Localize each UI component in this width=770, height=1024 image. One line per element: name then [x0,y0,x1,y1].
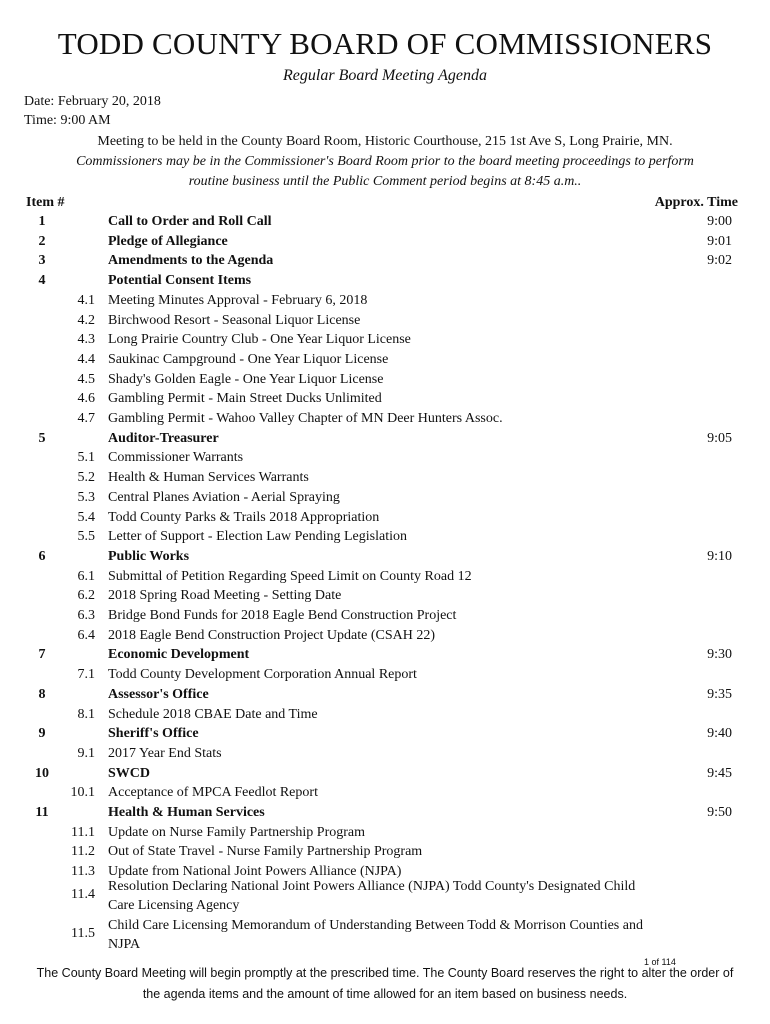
commissioner-note-line2: routine business until the Public Comment period begins at 8:45 a.m.. [188,174,582,189]
agenda-section-title: Public Works [108,548,190,564]
agenda-subitem-title: Schedule 2018 CBAE Date and Time [108,706,318,722]
agenda-subitem-title: Saukinac Campground - One Year Liquor License [108,351,389,367]
agenda-item-time: 9:05 [707,430,732,446]
agenda-section-title: Amendments to the Agenda [108,253,274,269]
footer-line1: The County Board Meeting will begin promptly at the prescribed time. The County Board reserves the right to alter the order of [36,966,734,980]
column-header-item: Item # [26,195,65,210]
agenda-subitem-title-line1: Resolution Declaring National Joint Powers Alliance (NJPA) Todd County's Designated Child [108,878,636,894]
agenda-subitem-title: 2017 Year End Stats [108,745,222,761]
agenda-subitem-row [0,569,770,589]
agenda-subitem-row [0,746,770,766]
column-header-time: Approx. Time [654,195,738,210]
agenda-subitem-row [0,470,770,490]
agenda-subitem-number: 5.4 [77,509,95,525]
agenda-subitem-number: 4.6 [77,391,95,407]
agenda-subitem-number: 7.1 [77,667,95,683]
agenda-subitem-row [0,450,770,470]
agenda-subitem-number: 8.1 [77,706,95,722]
agenda-subitem-row [0,510,770,530]
agenda-subitem-row [0,411,770,431]
agenda-section-row [0,234,770,254]
agenda-item-number: 2 [38,233,46,249]
agenda-subitem-row [0,628,770,648]
agenda-item-number: 6 [38,548,46,564]
commissioner-note-line1: Commissioners may be in the Commissioner's Board Room prior to the board meeting proceedings to perform [76,154,694,169]
agenda-subitem-number: 9.1 [77,745,95,761]
agenda-subitem-number: 4.7 [77,411,95,426]
agenda-subitem-row [0,785,770,805]
agenda-subitem-number: 6.3 [77,608,95,623]
agenda-subitem-title: Out of State Travel - Nurse Family Partnership Program [108,844,423,860]
agenda-subitem-title [108,877,635,916]
agenda-subitem-title: Birchwood Resort - Seasonal Liquor License [108,312,361,328]
agenda-section-row [0,726,770,746]
agenda-section-row [0,253,770,273]
agenda-section-title: Assessor's Office [108,686,209,702]
agenda-section-row [0,687,770,707]
agenda-subitem-row [0,916,770,956]
agenda-subitem-number: 4.4 [77,351,95,367]
agenda-subitem-title: 2018 Spring Road Meeting - Setting Date [108,588,342,604]
agenda-subitem-number: 11.3 [71,864,95,880]
agenda-subitem-row [0,293,770,313]
agenda-subitem-row [0,667,770,687]
agenda-section-title: SWCD [108,765,151,781]
agenda-item-number: 3 [38,253,46,269]
agenda-subitem-number: 6.4 [77,627,95,643]
agenda-subitem-title: Todd County Parks & Trails 2018 Appropriation [108,509,380,525]
footer-line2: the agenda items and the amount of time allowed for an item based on business needs. [142,987,628,1001]
agenda-item-time: 9:30 [707,647,732,663]
agenda-subitem-row [0,313,770,333]
agenda-item-number: 5 [38,430,46,446]
agenda-item-time: 9:45 [707,765,732,781]
agenda-item-time: 9:40 [707,726,732,742]
agenda-subitem-title: Gambling Permit - Wahoo Valley Chapter of MN Deer Hunters Assoc. [108,411,503,426]
agenda-subitem-title: Letter of Support - Election Law Pending Legislation [108,529,407,545]
agenda-subitem-number: 10.1 [70,785,95,801]
agenda-subitem-title: Shady's Golden Eagle - One Year Liquor License [108,371,384,387]
agenda-subitem-row [0,825,770,845]
agenda-item-time: 9:02 [707,253,732,269]
agenda-subitem-number: 4.5 [77,371,95,387]
agenda-subitem-title-line1: Child Care Licensing Memorandum of Understanding Between Todd & Morrison Counties and [108,917,643,933]
agenda-section-row [0,273,770,293]
agenda-section-title: Potential Consent Items [108,273,252,289]
agenda-section-row [0,431,770,451]
agenda-subitem-number: 6.1 [77,568,95,584]
agenda-item-number: 8 [38,686,46,702]
agenda-section-title: Sheriff's Office [108,726,199,742]
agenda-subitem-number: 4.1 [77,292,95,308]
agenda-item-number: 7 [38,647,46,663]
agenda-section-title: Call to Order and Roll Call [108,214,272,229]
agenda-subitem-title [108,916,643,955]
agenda-subitem-row [0,877,770,917]
agenda-item-number: 9 [38,726,46,742]
agenda-subitem-title: 2018 Eagle Bend Construction Project Update (CSAH 22) [108,627,436,643]
footer-note [0,963,770,1005]
agenda-subitem-number: 11.2 [71,844,95,860]
agenda-section-row [0,805,770,825]
agenda-subitem-title: Central Planes Aviation - Aerial Spraying [108,489,340,505]
agenda-subitem-number: 5.1 [77,450,95,466]
agenda-subitem-number: 11.4 [71,886,95,902]
agenda-subitem-title: Meeting Minutes Approval - February 6, 2018 [108,292,368,308]
agenda-item-number: 11 [35,805,49,820]
agenda-section-row [0,214,770,234]
agenda-subitem-title: Update on Nurse Family Partnership Program [108,824,366,840]
agenda-section-row [0,647,770,667]
agenda-item-time: 9:50 [707,805,732,820]
page-subtitle: Regular Board Meeting Agenda [283,67,487,84]
agenda-subitem-title: Acceptance of MPCA Feedlot Report [108,785,318,801]
agenda-subitem-number: 11.1 [71,824,95,840]
meeting-date: Date: February 20, 2018 [24,94,161,109]
agenda-item-time: 9:01 [707,233,732,249]
agenda-subitem-row [0,529,770,549]
agenda-subitem-title-line2: Care Licensing Agency [108,898,240,914]
meeting-location: Meeting to be held in the County Board Room, Historic Courthouse, 215 1st Ave S, Long Prairie, MN. [97,134,673,149]
agenda-subitem-row [0,391,770,411]
agenda-section-row [0,549,770,569]
agenda-item-number: 4 [38,273,46,289]
agenda-subitem-number: 4.2 [77,312,95,328]
agenda-subitem-row [0,352,770,372]
agenda-subitem-number: 6.2 [77,588,95,604]
agenda-section-title: Auditor-Treasurer [108,430,219,446]
agenda-subitem-title: Commissioner Warrants [108,450,244,466]
page-title: TODD COUNTY BOARD OF COMMISSIONERS [57,26,713,61]
agenda-subitem-row [0,608,770,628]
agenda-subitem-number: 4.3 [77,332,95,348]
meeting-time: Time: 9:00 AM [24,113,111,128]
agenda-subitem-number: 5.5 [77,529,95,545]
agenda-subitem-title: Long Prairie Country Club - One Year Liquor License [108,332,411,348]
agenda-subitem-title: Bridge Bond Funds for 2018 Eagle Bend Construction Project [108,608,457,623]
agenda-subitem-number: 11.5 [71,925,95,941]
agenda-item-time: 9:00 [707,214,732,229]
agenda-subitem-row [0,707,770,727]
agenda-item-time: 9:10 [707,548,732,564]
agenda-subitem-title-line2: NJPA [108,937,141,953]
agenda-subitem-row [0,490,770,510]
agenda-subitem-title: Submittal of Petition Regarding Speed Limit on County Road 12 [108,568,472,584]
agenda-subitem-row [0,372,770,392]
agenda-section-title: Health & Human Services [108,805,265,820]
agenda-item-time: 9:35 [707,686,732,702]
agenda-section-title: Economic Development [108,647,250,663]
agenda-subitem-title: Update from National Joint Powers Alliance (NJPA) [108,864,402,880]
agenda-item-number: 1 [38,214,46,229]
agenda-subitem-title: Todd County Development Corporation Annual Report [108,667,417,683]
agenda-subitem-number: 5.3 [77,489,95,505]
page-number: 1 of 114 [644,957,676,967]
agenda-section-row [0,766,770,786]
agenda-subitem-number: 5.2 [77,470,95,486]
agenda-subitem-row [0,332,770,352]
agenda-subitem-title: Health & Human Services Warrants [108,470,309,486]
agenda-subitem-title: Gambling Permit - Main Street Ducks Unlimited [108,391,382,407]
agenda-subitem-row [0,588,770,608]
agenda-item-number: 10 [35,765,49,781]
agenda-subitem-row [0,844,770,864]
agenda-section-title: Pledge of Allegiance [108,233,228,249]
